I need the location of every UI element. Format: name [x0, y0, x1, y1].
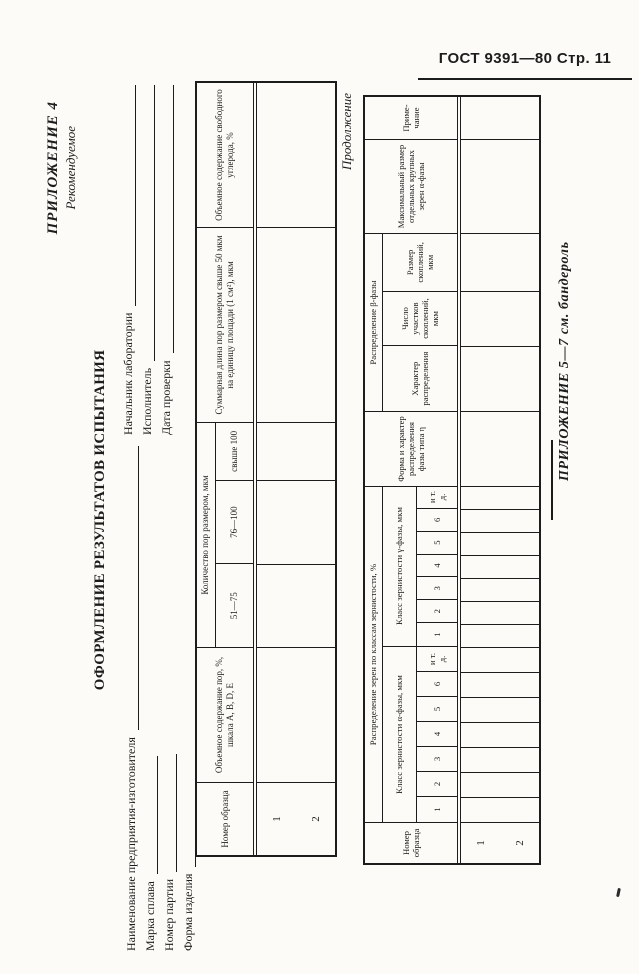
table2-empty-cell — [461, 798, 539, 823]
table2-empty-cell — [461, 347, 539, 412]
table2-empty-cell — [461, 579, 539, 602]
form-row-manufacturer — [120, 446, 139, 951]
alloy-blank-line — [144, 756, 158, 874]
form-right-column — [117, 85, 174, 435]
form-row-batch — [158, 446, 177, 951]
running-head: ГОСТ 9391—80 Стр. 11 — [418, 50, 632, 80]
alpha-class-6: 6 — [417, 672, 457, 697]
gamma-class-4: 4 — [417, 555, 457, 578]
table1-col-sample: Номер образца — [219, 790, 230, 848]
product-form-label: Форма изделия — [181, 873, 195, 951]
table2-empty-cell — [461, 533, 539, 556]
batch-label: Номер партии — [162, 878, 176, 951]
table2-empty-cell — [461, 487, 539, 510]
table2-beta-character: Характер распределения — [409, 351, 430, 406]
table2-col-sample: Номер образца — [400, 828, 421, 858]
table2-beta-group — [365, 234, 457, 412]
table2-col-note: Примечание — [365, 97, 457, 140]
table2-alpha-group — [383, 647, 457, 822]
table2-body — [461, 97, 539, 863]
table1-row1-number: 1 — [270, 816, 283, 822]
table2-empty-cell — [461, 602, 539, 625]
table1-empty-cell — [257, 423, 335, 481]
table2-row1-number: 1 — [474, 840, 487, 846]
table1-body — [257, 83, 335, 855]
table2-col-max-grain: Максимальный размер отдельных крупных зерен α-фазы — [365, 140, 457, 234]
table1-col-carbon: Объемное содержание свободного углерода, % — [197, 83, 253, 228]
table2-beta-count: Число участков скоплений, мкм — [383, 292, 457, 347]
form-row-lab-head — [117, 85, 136, 435]
scan-artifact — [616, 888, 621, 897]
table1-empty-cell — [257, 228, 335, 423]
form-row-alloy — [139, 446, 158, 951]
table1-pore-count-span: Количество пор размером, мкм — [197, 423, 216, 647]
gamma-class-1: 1 — [431, 632, 442, 637]
table2-grain-span: Распределение зерен по классам зернистости, % — [365, 487, 383, 822]
table2-header — [365, 97, 461, 863]
table2-empty-cell — [461, 140, 539, 234]
form-row-product-form — [177, 446, 196, 951]
table2-grain-group — [365, 487, 457, 823]
gamma-class-2: 2 — [417, 600, 457, 623]
table2-empty-cell — [461, 723, 539, 748]
product-form-blank-line — [182, 749, 196, 867]
table2-alpha-span: Класс зернистости α-фазы, мкм — [383, 647, 417, 822]
table1-col-total-length: Суммарная длина пор размером свыше 50 мкм на единицу площади (1 см²), мкм — [197, 228, 253, 423]
table1-empty-cell — [257, 565, 335, 648]
gamma-class-etc: и т. д. — [417, 486, 457, 509]
check-date-blank-line — [160, 85, 174, 353]
table1-empty-cell — [257, 481, 335, 565]
form-row-executor — [136, 85, 155, 435]
table2-beta-size: Размер скоплений, мкм — [383, 234, 457, 292]
table2-empty-cell — [461, 648, 539, 673]
alpha-class-4: 4 — [417, 722, 457, 747]
table2-empty-cell — [461, 234, 539, 292]
alpha-class-3: 3 — [417, 747, 457, 772]
table2-empty-cell — [461, 698, 539, 723]
alpha-class-5: 5 — [417, 697, 457, 722]
table1-col-pore-count-group — [197, 423, 253, 648]
table2-empty-cell — [461, 510, 539, 533]
table1-sub-over-100: свыше 100 — [216, 423, 253, 481]
manufacturer-label: Наименование предприятия-изготовителя — [124, 737, 138, 951]
appendix-4-block — [45, 101, 79, 234]
executor-label: Исполнитель — [140, 367, 154, 435]
manufacturer-blank-line — [125, 446, 139, 730]
gamma-class-3: 3 — [417, 577, 457, 600]
alpha-class-1: 1 — [431, 807, 442, 812]
table1-empty-cell — [257, 648, 335, 783]
page-title: ОФОРМЛЕНИЕ РЕЗУЛЬТАТОВ ИСПЫТАНИЯ — [92, 349, 108, 691]
appendix-4-subtitle: Рекомендуемое — [63, 125, 78, 210]
batch-blank-line — [163, 754, 177, 872]
alloy-label: Марка сплава — [143, 881, 157, 951]
table2-sample-cells — [461, 823, 539, 863]
table1-row2-number: 2 — [309, 816, 322, 822]
table2-empty-cell — [461, 97, 539, 140]
continuation-label: Продолжение — [339, 93, 354, 171]
table2-gamma-group — [383, 486, 457, 647]
form-row-check-date — [155, 85, 174, 435]
table2-empty-cell — [461, 673, 539, 698]
table2-empty-cell — [461, 625, 539, 648]
table1-sample-cells — [257, 783, 335, 855]
test-results-table — [195, 81, 337, 857]
table1-col-pore-content: Объемное содержание пор, %, шкала А, В, D, Е — [197, 648, 253, 783]
lab-head-label: Начальник лаборатории — [121, 312, 135, 435]
continuation-table — [363, 95, 541, 865]
check-date-label: Дата проверки — [159, 360, 173, 435]
executor-blank-line — [141, 85, 155, 361]
lab-head-blank-line — [122, 85, 136, 306]
table1-header — [197, 83, 257, 855]
alpha-class-2: 2 — [417, 772, 457, 797]
table2-empty-cell — [461, 773, 539, 798]
table2-empty-cell — [461, 412, 539, 487]
gamma-class-5: 5 — [417, 532, 457, 555]
alpha-class-etc: и т. д. — [417, 647, 457, 672]
table2-empty-cell — [461, 292, 539, 347]
table2-col-eta-phase: Форма и характер распределения фазы типа η — [365, 412, 457, 487]
gamma-class-6: 6 — [417, 509, 457, 532]
table1-sub-76-100: 76—100 — [216, 481, 253, 565]
form-left-column — [120, 446, 196, 951]
table2-empty-cell — [461, 748, 539, 773]
appendix-4-title: ПРИЛОЖЕНИЕ 4 — [45, 101, 61, 235]
table2-row2-number: 2 — [513, 840, 526, 846]
table1-sub-51-75: 51—75 — [229, 592, 240, 620]
table2-beta-span: Распределение β-фазы — [365, 234, 383, 411]
table2-empty-cell — [461, 556, 539, 579]
appendix-5-7-rule — [551, 440, 553, 520]
table1-empty-cell — [257, 83, 335, 228]
table2-gamma-span: Класс зернистости γ-фазы, мкм — [383, 486, 417, 646]
rotated-content — [40, 75, 600, 965]
appendix-5-7-note: ПРИЛОЖЕНИЕ 5—7 см. бандероль — [557, 241, 572, 481]
